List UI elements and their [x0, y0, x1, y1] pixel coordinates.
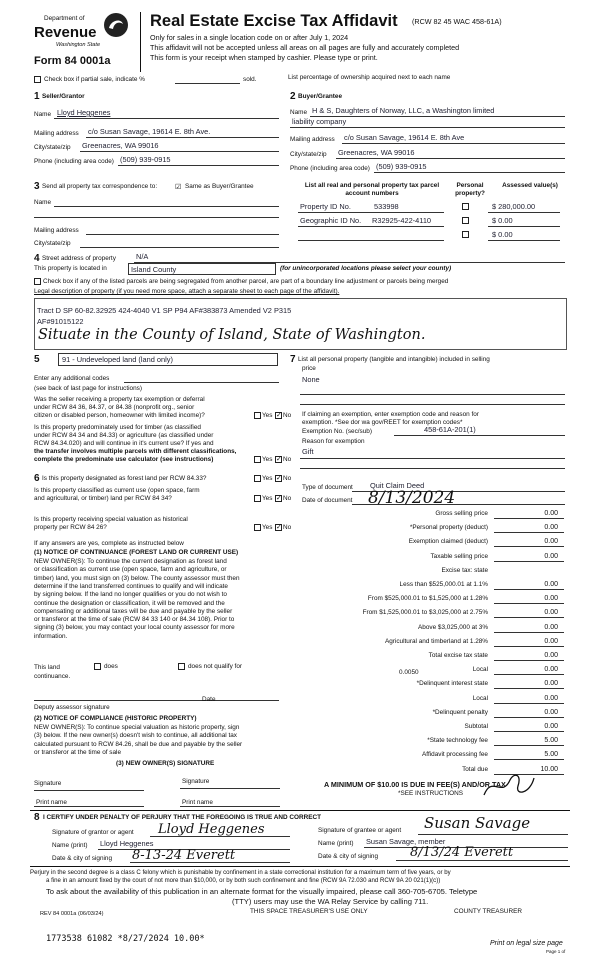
- notice-1-line: or classification as current use (open space, farm and agriculture, or: [34, 566, 227, 574]
- reason-label: Reason for exemption: [302, 438, 365, 445]
- legal-description-label: Legal description of property (if you need more space, attach a separate sheet to each page of the affidavit).: [34, 288, 340, 295]
- tax-row-label: Subtotal: [464, 723, 488, 730]
- section-5-number: 5: [34, 354, 40, 365]
- codes-label-a: Enter any additional codes: [34, 375, 110, 382]
- section-6-number: 6: [34, 473, 40, 484]
- land-does-not-label: does not qualify for: [188, 663, 242, 670]
- parcels-header-assessed: Assessed value(s): [502, 182, 558, 189]
- tax-row-value[interactable]: 0.00: [544, 510, 558, 517]
- ownership-note: List percentage of ownership acquired next to each name: [288, 74, 451, 81]
- handwritten-scribble-icon: [482, 770, 542, 800]
- buyer-phone-label: Phone (including area code): [290, 165, 370, 172]
- header-notice-2: This affidavit will not be accepted unless all areas on all pages are fully and accurately completed: [150, 43, 460, 52]
- grantor-signature-label: Signature of grantor or agent: [52, 829, 134, 836]
- codes-label-b: (see back of last page for instructions): [34, 385, 142, 392]
- q5-1-yes-label: Yes: [262, 412, 273, 419]
- tax-row-value[interactable]: 0.00: [544, 552, 558, 560]
- tax-row-value[interactable]: 0.00: [544, 652, 558, 659]
- legal-line-2: AF#91015122: [37, 317, 84, 326]
- segregated-checkbox[interactable]: [34, 278, 41, 285]
- seller-phone-value[interactable]: (509) 939-0915: [120, 155, 171, 164]
- grantee-name-label: Name (print): [318, 840, 354, 847]
- q5-1-b: under RCW 84 36, 84.37, or 84.38 (nonprofit org., senior: [34, 404, 195, 411]
- owner-signature-label-1: Signature: [34, 780, 62, 787]
- q6-3-yes-checkbox[interactable]: [254, 524, 261, 531]
- q6-1-yes-checkbox[interactable]: [254, 475, 261, 482]
- tax-row-label: Affidavit processing fee: [422, 751, 488, 759]
- tax-row-value[interactable]: 0.00: [544, 538, 558, 546]
- buyer-name-value-1[interactable]: H & S, Daughters of Norway, LLC, a Washington limited: [312, 106, 495, 115]
- parcel-row-2-value[interactable]: $ 0.00: [492, 216, 513, 225]
- q5-1-c: citizen or disabled person, homeowner with limited income)?: [34, 412, 205, 419]
- grantor-name-value[interactable]: Lloyd Heggenes: [100, 839, 154, 848]
- tax-row-value[interactable]: 0.00: [544, 623, 558, 631]
- dor-swirl-icon: [103, 12, 129, 38]
- tax-row-label: From $525,000.01 to $1,525,000 at 1.28%: [367, 595, 488, 603]
- revision-number: REV 84 0001a (06/03/24): [40, 911, 104, 917]
- buyer-name-label: Name: [290, 109, 308, 116]
- tax-row-label: Total excise tax state: [428, 652, 488, 659]
- notice-2-heading: (2) NOTICE OF COMPLIANCE (HISTORIC PROPERTY): [34, 715, 197, 722]
- q6-2-b: and agricultural, or timber) land per RCW 84 34?: [34, 495, 172, 502]
- tax-row-label: Local: [472, 694, 488, 702]
- q5-2-no-label: No: [283, 456, 292, 463]
- doc-type-value[interactable]: Quit Claim Deed: [370, 481, 425, 490]
- personal-property-value[interactable]: None: [302, 375, 320, 384]
- deputy-date-label: Date: [202, 696, 216, 703]
- q5-2-b: under RCW 84 34 and 84.33) or agriculture (as classified under: [34, 432, 214, 439]
- county-value: Island County: [131, 264, 177, 274]
- q6-3-b: property per RCW 84 26?: [34, 524, 107, 531]
- notice-1-line: information.: [34, 632, 68, 640]
- seller-city-value[interactable]: Greenacres, WA 99016: [82, 141, 159, 150]
- q5-1-yes-checkbox[interactable]: [254, 412, 261, 419]
- tax-row-value[interactable]: 0.00: [544, 581, 558, 588]
- tax-row-label: Above $3,025,000 at 3%: [418, 623, 488, 631]
- seller-phone-label: Phone (including area code): [34, 158, 114, 165]
- parcels-header-list: List all real and personal property tax parcel account numbers: [304, 182, 440, 197]
- grantee-date-label: Date & city of signing: [318, 853, 379, 860]
- tax-row-value[interactable]: 10.00: [540, 765, 558, 773]
- grantee-name-value[interactable]: Susan Savage, member: [366, 837, 446, 846]
- form-number: Form 84 0001a: [34, 55, 111, 67]
- street-value[interactable]: N/A: [136, 252, 149, 261]
- perjury-text-1: Perjury in the second degree is a class C felony which is punishable by confinement in a state correctional institution for a maximum term of five years, or by: [30, 869, 451, 876]
- street-label: Street address of property: [42, 255, 116, 262]
- q6-3-no-checkbox[interactable]: ✓: [276, 524, 282, 531]
- tax-row-label: Gross selling price: [435, 510, 488, 517]
- tax-row-label: Taxable selling price: [430, 552, 488, 560]
- buyer-heading: Buyer/Grantee: [298, 93, 343, 100]
- q5-1-no-checkbox[interactable]: ✓: [276, 412, 282, 419]
- local-rate[interactable]: 0.0050: [399, 669, 419, 676]
- notice-1-line: by signing below. If the land no longer qualifies or you do not wish to: [34, 591, 227, 599]
- seller-mailing-label: Mailing address: [34, 130, 79, 137]
- q6-2-yes-checkbox[interactable]: [254, 495, 261, 502]
- certify-text: I CERTIFY UNDER PENALTY OF PERJURY THAT THE FOREGOING IS TRUE AND CORRECT: [43, 814, 322, 821]
- if-yes-note: If any answers are yes, complete as instructed below: [34, 540, 184, 547]
- reason-value[interactable]: Gift: [302, 447, 314, 456]
- section-3-number: 3: [34, 181, 40, 192]
- tax-row-value[interactable]: 5.00: [544, 751, 558, 759]
- land-does-not-checkbox[interactable]: [178, 663, 185, 670]
- tax-row-label: Exemption claimed (deduct): [408, 538, 488, 546]
- section-2-number: 2: [290, 91, 296, 102]
- notice-2-line: or transferor at the time of sale: [34, 748, 122, 756]
- q6-3-a: Is this property receiving special valuation as historical: [34, 516, 188, 523]
- county-note: (for unincorporated locations please select your county): [280, 265, 452, 272]
- seller-name-label: Name: [34, 111, 52, 118]
- parcels-header-personal: Personal property?: [455, 182, 485, 197]
- tax-row-value[interactable]: 0.00: [544, 524, 558, 532]
- exemption-text-b: exemption. *See dor wa gov/REET for exemption codes*: [302, 419, 463, 426]
- alt-format-text-2: (TTY) users may use the WA Relay Service by calling 711.: [232, 897, 429, 906]
- notice-1-line: NEW OWNER(S): To continue the current designation as forest land: [34, 558, 227, 565]
- section-1-number: 1: [34, 91, 40, 102]
- tax-row-value[interactable]: 0.00: [544, 708, 558, 716]
- notice-1-line: continue the designation or classification, it will be removed and the: [34, 599, 225, 607]
- treasurer-use-label: THIS SPACE TREASURER'S USE ONLY: [250, 908, 368, 915]
- buyer-mailing-value[interactable]: c/o Susan Savage, 19614 E. 8th Ave: [344, 133, 465, 142]
- alt-format-text-1: To ask about the availability of this publication in an alternate format for the visually impaired, please call 360-705-6705. Teletype: [46, 887, 478, 896]
- buyer-city-label: City/state/zip: [290, 151, 327, 158]
- rcw-reference: (RCW 82 45 WAC 458-61A): [412, 17, 502, 26]
- q5-2-e: complete the predominate use calculator (see instructions): [34, 456, 214, 463]
- doc-date-label: Date of document: [302, 497, 353, 504]
- parcel-row-1-personal-checkbox[interactable]: [462, 203, 469, 210]
- correspondence-heading: Send all property tax correspondence to:: [42, 183, 158, 190]
- owner-print-name-label-1: Print name: [36, 799, 67, 806]
- q6-3-yes-label: Yes: [262, 524, 273, 531]
- grantor-signature[interactable]: Lloyd Heggenes: [158, 822, 265, 837]
- tax-row-label: *Personal property (deduct): [409, 524, 488, 532]
- corr-city-label: City/state/zip: [34, 240, 71, 247]
- q6-1-yes-label: Yes: [262, 475, 273, 482]
- section-4-number: 4: [34, 253, 40, 264]
- tax-row-value[interactable]: 0.00: [544, 666, 558, 674]
- tax-row-label: *State technology fee: [427, 737, 488, 745]
- page-number: Page 1 of: [546, 949, 566, 954]
- county-select[interactable]: [128, 263, 276, 275]
- header-notice-3: This form is your receipt when stamped by cashier. Please type or print.: [150, 53, 378, 62]
- tax-row-label: Local: [472, 666, 488, 674]
- tax-row-value[interactable]: 0.00: [544, 723, 558, 730]
- section-7-number: 7: [290, 354, 296, 365]
- county-treasurer-label: COUNTY TREASURER: [454, 908, 522, 915]
- notice-1-heading: (1) NOTICE OF CONTINUANCE (FOREST LAND OR CURRENT USE): [34, 549, 239, 556]
- tax-row-label: *Delinquent interest state: [416, 680, 488, 688]
- tax-row-value[interactable]: 0.00: [544, 680, 558, 688]
- tax-row-label: Agricultural and timberland at 1.28%: [384, 637, 488, 645]
- land-does-checkbox[interactable]: [94, 663, 101, 670]
- minimum-due-notice: A MINIMUM OF $10.00 IS DUE IN FEE(S) AND/OR TAX: [324, 780, 506, 789]
- buyer-mailing-label: Mailing address: [290, 136, 335, 143]
- land-does-label: does: [104, 663, 118, 670]
- grantor-date-label: Date & city of signing: [52, 855, 113, 862]
- dor-logo: [34, 12, 134, 56]
- q5-2-d: the transfer involves multiple parcels with different classifications,: [34, 448, 237, 455]
- notice-1-line: compensating or additional taxes will be due and payable by the seller: [34, 607, 233, 615]
- q5-2-yes-label: Yes: [262, 456, 273, 463]
- notice-1-line: signing (3) below, you may contact your local county assessor for more: [34, 624, 235, 632]
- q5-2-yes-checkbox[interactable]: [254, 456, 261, 463]
- grantee-signature[interactable]: Susan Savage: [424, 814, 531, 832]
- section-8-number: 8: [34, 812, 40, 823]
- same-as-label: Same as Buyer/Grantee: [185, 183, 254, 190]
- partial-sale-checkbox[interactable]: [34, 76, 41, 83]
- grantee-signature-label: Signature of grantee or agent: [318, 827, 402, 834]
- q6-1-no-checkbox[interactable]: ✓: [276, 475, 282, 482]
- tax-row-value[interactable]: 5.00: [544, 737, 558, 745]
- legal-handwritten: Situate in the County of Island, State of Washington.: [38, 327, 426, 343]
- personal-property-label-b: price: [302, 365, 316, 372]
- see-instructions: *SEE INSTRUCTIONS: [398, 790, 463, 797]
- this-land-label: This land: [34, 664, 60, 671]
- grantee-date-value[interactable]: 8/13/24 Everett: [410, 845, 514, 860]
- q5-2-c: RCW 84.34.020) and will continue in it's current use? If yes and: [34, 440, 214, 447]
- tax-row-label: *Delinquent penalty: [432, 708, 488, 716]
- parcel-row-3-personal-checkbox[interactable]: [462, 231, 469, 238]
- segregated-label: Check box if any of the listed parcels are being segregated from another parcel, are part of a boundary line adjustment or parcels being merged: [43, 278, 449, 285]
- legal-size-note: Print on legal size page: [490, 940, 563, 947]
- cashier-stamp: 1773538 61082 *8/27/2024 10.00*: [46, 934, 205, 944]
- buyer-phone-value[interactable]: (509) 939-0915: [376, 162, 427, 171]
- tax-row-label: Excise tax: state: [441, 566, 488, 574]
- notice-1-line: or transferor at the time of sale (RCW 84 33 140 or 84.34 108). Prior to: [34, 616, 235, 624]
- buyer-name-value-2[interactable]: liability company: [292, 117, 347, 126]
- parcel-row-1-value[interactable]: $ 280,000.00: [492, 202, 536, 211]
- page-title: Real Estate Excise Tax Affidavit: [150, 12, 398, 30]
- q5-1-a: Was the seller receiving a property tax exemption or deferral: [34, 396, 205, 403]
- land-use-value: 91 - Undeveloped land (land only): [62, 355, 173, 364]
- doc-date-value[interactable]: 8/13/2024: [368, 488, 456, 508]
- seller-name-value[interactable]: Lloyd Heggenes: [57, 108, 111, 117]
- tax-row-label: Less than $525,000.01 at 1.1%: [399, 581, 488, 588]
- parcel-row-2-number[interactable]: R32925-422-4110: [372, 216, 432, 225]
- q6-2-a: Is this property classified as current use (open space, farm: [34, 487, 200, 494]
- tax-row-label: Total due: [462, 765, 488, 773]
- same-as-checkbox[interactable]: ☑: [175, 182, 182, 191]
- tax-row-value[interactable]: 0.00: [544, 637, 558, 645]
- q6-2-no-checkbox[interactable]: ✓: [276, 495, 282, 502]
- grantor-name-label: Name (print): [52, 842, 88, 849]
- q6-2-yes-label: Yes: [262, 495, 273, 502]
- tax-row-value[interactable]: 0.00: [544, 694, 558, 702]
- perjury-text-2: a fine in an amount fixed by the court of not more than $10,000, or by both such confinement and fine (RCW 9A 72.030 and RCW 9A 20 021(1)(c)): [46, 877, 441, 884]
- legal-line-1: Tract D SP 60-82.32925 424-4040 V1 SP P94 AF#383873 Amended V2 P315: [37, 306, 292, 315]
- grantor-date-value[interactable]: 8-13-24 Everett: [132, 848, 236, 863]
- personal-property-label-a: List all personal property (tangible and intangible) included in selling: [298, 356, 490, 363]
- dept-name: Revenue: [34, 24, 97, 41]
- parcel-row-2-label: Geographic ID No.: [300, 216, 362, 225]
- parcel-row-1-label: Property ID No.: [300, 202, 351, 211]
- county-label: This property is located in: [34, 265, 107, 272]
- notice-1-line: timber) land, you must sign on (3) below. The county assessor must then: [34, 574, 240, 582]
- corr-mailing-label: Mailing address: [34, 227, 79, 234]
- q5-1-no-label: No: [283, 412, 292, 419]
- deputy-signature-label: Deputy assessor signature: [34, 704, 110, 711]
- dept-state: Washington State: [56, 42, 101, 48]
- partial-sale-sold: sold.: [243, 76, 257, 83]
- notice-2-line: (3) below. If the new owner(s) doesn't wish to continue, all additional tax: [34, 732, 237, 740]
- tax-row-value[interactable]: 0.00: [544, 595, 558, 603]
- corr-name-label: Name: [34, 199, 52, 206]
- q6-1-no-label: No: [283, 475, 292, 482]
- exemption-no-value[interactable]: 458-61A-201(1): [424, 425, 476, 434]
- doc-type-label: Type of document: [302, 484, 353, 491]
- tax-row-label: From $1,525,000.01 to $3,025,000 at 2.75%: [362, 609, 488, 617]
- owner-print-name-label-2: Print name: [182, 799, 213, 806]
- parcel-row-1-number[interactable]: 533998: [374, 202, 399, 211]
- notice-1-line: determine if the land transferred continues to qualify and will indicate: [34, 582, 228, 590]
- land-use-select[interactable]: [58, 353, 278, 366]
- notice-3-heading: (3) NEW OWNER(S) SIGNATURE: [116, 760, 215, 767]
- q5-2-a: Is this property predominately used for timber (as classified: [34, 424, 201, 431]
- seller-city-label: City/state/zip: [34, 144, 71, 151]
- seller-heading: Seller/Grantor: [42, 93, 85, 100]
- exemption-text-a: If claiming an exemption, enter exemption code and reason for: [302, 411, 479, 418]
- q5-2-no-checkbox[interactable]: ✓: [276, 456, 282, 463]
- buyer-city-value[interactable]: Greenacres, WA 99016: [338, 148, 415, 157]
- q6-3-no-label: No: [283, 524, 292, 531]
- notice-2-line: calculated pursuant to RCW 84.26, shall be due and payable by the seller: [34, 740, 243, 748]
- owner-signature-label-2: Signature: [182, 778, 210, 785]
- notice-2-line: NEW OWNER(S): To continue special valuation as historic property, sign: [34, 724, 240, 731]
- partial-sale-label: Check box if partial sale, indicate %: [44, 76, 145, 83]
- continuance-label: continuance.: [34, 673, 71, 680]
- q6-1: Is this property designated as forest land per RCW 84.33?: [42, 475, 207, 482]
- parcel-row-2-personal-checkbox[interactable]: [462, 217, 469, 224]
- seller-mailing-value[interactable]: c/o Susan Savage, 19614 E. 8th Ave.: [88, 127, 211, 136]
- tax-row-value[interactable]: 0.00: [544, 609, 558, 617]
- q6-2-no-label: No: [283, 495, 292, 502]
- header-notice-1: Only for sales in a single location code on or after July 1, 2024: [150, 33, 349, 42]
- exemption-no-label: Exemption No. (sec/sub): [302, 428, 372, 435]
- dept-line: Department of: [44, 15, 85, 22]
- parcel-row-3-value[interactable]: $ 0.00: [492, 230, 513, 239]
